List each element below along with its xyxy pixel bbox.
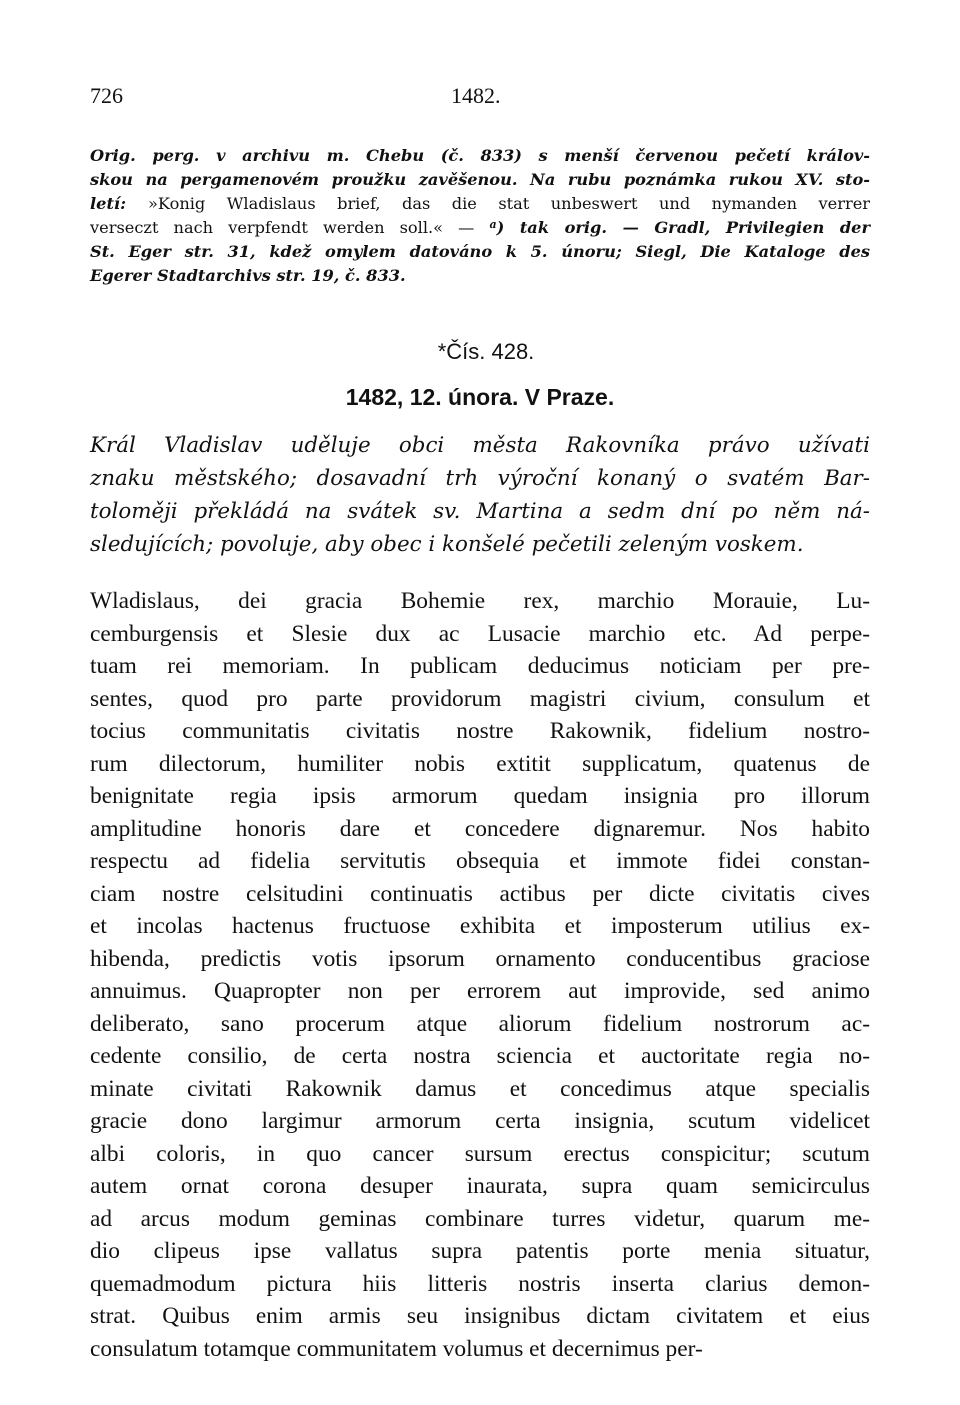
body-line: hibenda, predictis votis ipsorum ornamento conducentibus graciose [90, 945, 870, 972]
summary-line: znaku městského; dosavadní trh výroční konaný o svatém Bar- [90, 466, 870, 491]
note-text: »Konig Wladislaus brief, das die stat unbeswert und nymanden verrer [148, 194, 871, 213]
note-text: skou na pergamenovém proužku zavěšenou. Na rubu poznámka rukou XV. sto- [90, 170, 870, 189]
running-head-year: 1482. [451, 83, 501, 108]
note-line [90, 168, 870, 192]
note-text: letí: [90, 194, 149, 213]
note-line [90, 240, 870, 264]
body-line: sentes, quod pro parte providorum magistri civium, consulum et [90, 685, 870, 712]
body-line: gracie dono largimur armorum certa insignia, scutum videlicet [90, 1108, 870, 1134]
body-line: cedente consilio, de certa nostra sciencia et auctoritate regia no- [90, 1043, 870, 1069]
note-text: St. Eger str. 31, kdež omylem datováno k 5. únoru; Siegl, Die Kataloge des [90, 242, 870, 261]
body-line: annuimus. Quapropter non per errorem aut improvide, sed animo [90, 978, 870, 1004]
document-date-place: 1482, 12. února. V Praze. [345, 384, 615, 410]
body-line: albi coloris, in quo cancer sursum erectus conspicitur; scutum [90, 1140, 870, 1167]
body-line: Wladislaus, dei gracia Bohemie rex, marchio Morauie, Lu- [90, 588, 870, 614]
summary-line: toloměji překládá na svátek sv. Martina a sedm dní po něm ná- [90, 499, 870, 524]
body-line: ciam nostre celsitudini continuatis actibus per dicte civitatis cives [90, 880, 870, 907]
body-line: tuam rei memoriam. In publicam deducimus noticiam per pre- [90, 653, 870, 679]
source-note [90, 144, 870, 288]
body-line: cemburgensis et Slesie dux ac Lusacie marchio etc. Ad perpe- [90, 620, 870, 647]
note-line [90, 192, 870, 216]
summary-line: sledujících; povoluje, aby obec i konšelé pečetili zeleným voskem. [90, 532, 804, 557]
body-line: dio clipeus ipse vallatus supra patentis porte menia situatur, [90, 1238, 870, 1264]
page-header [90, 83, 870, 113]
body-line: benignitate regia ipsis armorum quedam insignia pro illorum [90, 783, 870, 809]
note-line [90, 144, 870, 168]
summary-line: Král Vladislav uděluje obci města Rakovníka právo užívati [90, 433, 870, 458]
footnote-marker: a [489, 218, 497, 231]
note-line [90, 264, 870, 288]
body-line: tocius communitatis civitatis nostre Rakownik, fidelium nostro- [90, 718, 870, 744]
body-line: amplitudine honoris dare et concedere dignaremur. Nos habito [90, 815, 870, 842]
note-text: verseczt nach verpfendt werden soll.« — [90, 218, 490, 237]
note-line [90, 216, 870, 240]
note-text: Egerer Stadtarchivs str. 19, č. 833. [90, 266, 406, 285]
body-line: strat. Quibus enim armis seu insignibus dictam civitatem et eius [90, 1303, 870, 1329]
body-line: respectu ad fidelia servitutis obsequia et immote fidei constan- [90, 848, 870, 874]
czech-summary [90, 429, 870, 561]
body-line: deliberato, sano procerum atque aliorum fidelium nostrorum ac- [90, 1010, 870, 1037]
body-line: ad arcus modum geminas combinare turres videtur, quarum me- [90, 1205, 870, 1232]
note-text: ) tak orig. — Gradl, Privilegien der [496, 218, 870, 237]
body-line: quemadmodum pictura hiis litteris nostris inserta clarius demon- [90, 1270, 870, 1297]
page-number: 726 [90, 83, 123, 108]
body-line: consulatum totamque communitatem volumus et decernimus per- [90, 1335, 703, 1362]
latin-charter-text [90, 585, 870, 1365]
body-line: autem ornat corona desuper inaurata, supra quam semicirculus [90, 1173, 870, 1199]
document-number: *Čís. 428. [437, 339, 535, 364]
body-line: rum dilectorum, humiliter nobis extitit supplicatum, quatenus de [90, 750, 870, 777]
body-line: et incolas hactenus fructuose exhibita et imposterum utilius ex- [90, 913, 870, 939]
note-text: Orig. perg. v archivu m. Chebu (č. 833) s menší červenou pečetí králov- [90, 146, 870, 165]
body-line: minate civitati Rakownik damus et concedimus atque specialis [90, 1075, 870, 1102]
